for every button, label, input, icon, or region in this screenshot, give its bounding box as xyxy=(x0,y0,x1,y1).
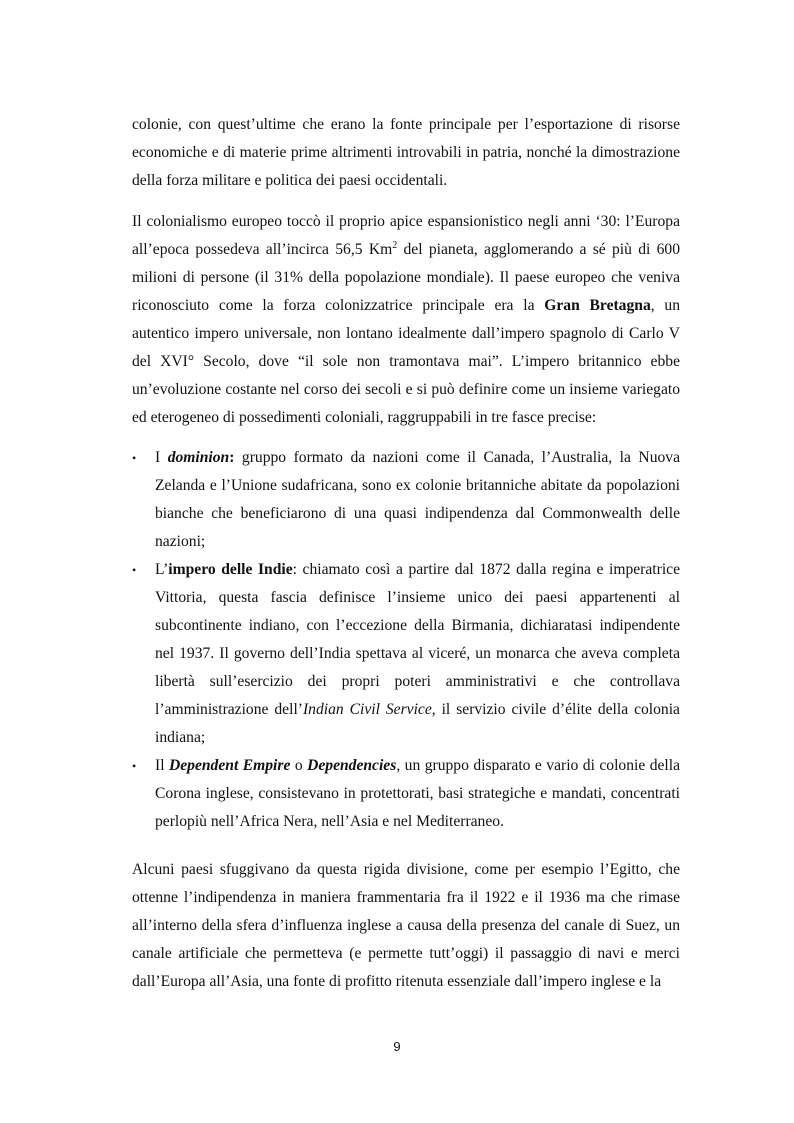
impero-indie-term: impero delle Indie xyxy=(168,561,293,578)
bullet-icon: • xyxy=(132,563,137,577)
bullet-icon: • xyxy=(132,759,137,773)
dominion-term: dominion xyxy=(167,449,230,466)
list-item-prefix: L’ xyxy=(155,561,169,578)
paragraph-2 xyxy=(132,208,680,432)
dependencies-term: Dependencies xyxy=(307,757,397,774)
gran-bretagna-bold: Gran Bretagna xyxy=(544,297,651,314)
page-number: 9 xyxy=(393,1039,401,1054)
list-item-text-end: , il servizio civile d’élite della colonia indiana; xyxy=(155,701,680,746)
paragraph-2-part2: del pianeta, agglomerando a sé più di 600 milioni di persone (il 31% della popolazione mondiale). Il paese europeo che veniva riconosciuto come la forza colonizzatrice principale era la xyxy=(132,241,681,314)
list-item-dependent-empire xyxy=(132,752,680,836)
dependent-empire-term: Dependent Empire xyxy=(168,757,291,774)
list-item-text: : chiamato così a partire dal 1872 dalla regina e imperatrice Vittoria, questa fascia definisce l’insieme unico dei paesi appartenenti al subcontinente indiano, con l’eccezione della Birmania, dichiaratasi indipendente nel 1937. Il governo dell’India spettava al viceré, un monarca che aveva completa libertà sull’esercizio dei propri poteri amministrativi e che controllava l’amministrazione dell’ xyxy=(155,561,680,718)
list-item-text: , un gruppo disparato e vario di colonie della Corona inglese, consistevano in protettorati, basi strategiche e mandati, concentrati perlopiù nell’Africa Nera, nell’Asia e nel Mediterraneo. xyxy=(155,757,681,830)
list-item-text: gruppo formato da nazioni come il Canada, l’Australia, la Nuova Zelanda e l’Unione sudafricana, sono ex colonie britanniche abitate da popolazioni bianche che beneficiarono di una quasi indipendenza dal Commonwealth delle nazioni; xyxy=(155,449,680,550)
list-item-middle: o xyxy=(290,757,308,774)
paragraph-2-part1: Il colonialismo europeo toccò il proprio apice espansionistico negli anni ‘30: l’Europa all’epoca possedeva all’incirca 56,5 Km xyxy=(132,213,680,258)
paragraph-3: Alcuni paesi sfuggivano da questa rigida divisione, come per esempio l’Egitto, che ottenne l’indipendenza in maniera frammentaria fra il 1922 e il 1936 ma che rimase all’interno della sfera d’influenza inglese a causa della presenza del canale di Suez, un canale artificiale che permetteva (e permette tutt’oggi) il passaggio di navi e merci dall’Europa all’Asia, una fonte di profitto ritenuta essenziale dall’impero inglese e la xyxy=(132,861,680,990)
indian-civil-service-term: Indian Civil Service xyxy=(302,701,432,718)
list-item-dominion xyxy=(132,444,680,556)
colon: : xyxy=(229,449,235,466)
bullet-icon: • xyxy=(132,451,137,465)
bullet-list xyxy=(132,444,680,836)
paragraph-1: colonie, con quest’ultime che erano la fonte principale per l’esportazione di risorse economiche e di materie prime altrimenti introvabili in patria, nonché la dimostrazione della forza militare e politica dei paesi occidentali. xyxy=(132,116,680,189)
superscript: 2 xyxy=(392,239,398,251)
paragraph-2-part3: , un autentico impero universale, non lontano idealmente dall’impero spagnolo di Carlo V del XVI° Secolo, dove “il sole non tramontava mai”. L’impero britannico ebbe un’evoluzione costante nel corso dei secoli e si può definire come un insieme variegato ed eterogeneo di possedimenti coloniali, raggruppabili in tre fasce precise: xyxy=(132,297,680,426)
list-item-impero-indie xyxy=(132,556,680,752)
list-item-prefix: Il xyxy=(155,757,169,774)
list-item-prefix: I xyxy=(155,449,168,466)
